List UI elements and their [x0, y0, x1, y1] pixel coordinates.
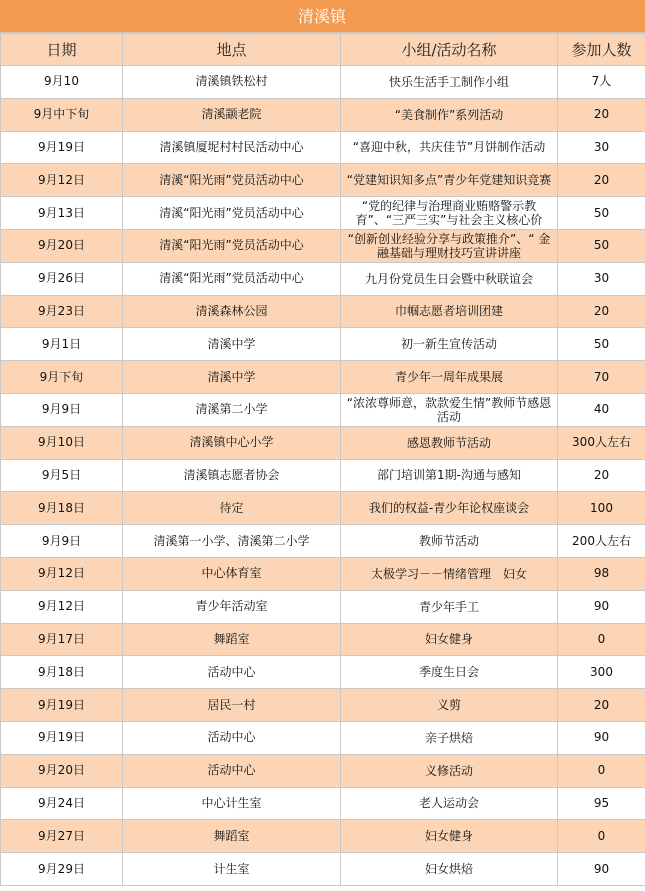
cell-activity-name: 部门培训第1期-沟通与感知 — [341, 459, 558, 492]
cell-date: 9月26日 — [1, 262, 123, 295]
table-row — [1, 229, 645, 262]
table-row — [1, 459, 645, 492]
cell-participants: 98 — [558, 557, 645, 590]
cell-participants: 100 — [558, 492, 645, 525]
header-activity-name: 小组/活动名称 — [341, 34, 558, 66]
cell-activity-name: “党的纪律与治理商业贿赂警示教育”、“三严三实”与社会主义核心价 — [341, 197, 558, 230]
cell-activity-name: 九月份党员生日会暨中秋联谊会 — [341, 262, 558, 295]
table-row — [1, 590, 645, 623]
cell-activity-name: 青少年手工 — [341, 590, 558, 623]
cell-date: 9月10日 — [1, 426, 123, 459]
cell-activity-name: 老人运动会 — [341, 787, 558, 820]
cell-place: 清溪颛老院 — [123, 98, 341, 131]
header-participants: 参加人数 — [558, 34, 645, 66]
table-row — [1, 721, 645, 754]
cell-participants: 200人左右 — [558, 525, 645, 558]
cell-activity-name: 妇女烘焙 — [341, 853, 558, 886]
cell-date: 9月中下旬 — [1, 98, 123, 131]
cell-place: 清溪森林公园 — [123, 295, 341, 328]
cell-place: 清溪第一小学、清溪第二小学 — [123, 525, 341, 558]
cell-place: 清溪镇铁松村 — [123, 66, 341, 99]
header-date: 日期 — [1, 34, 123, 66]
cell-place: 活动中心 — [123, 721, 341, 754]
cell-date: 9月12日 — [1, 164, 123, 197]
cell-participants: 50 — [558, 229, 645, 262]
table-row — [1, 656, 645, 689]
cell-date: 9月20日 — [1, 754, 123, 787]
cell-participants: 0 — [558, 820, 645, 853]
cell-date: 9月1日 — [1, 328, 123, 361]
cell-activity-name: 我们的权益-青少年论权座谈会 — [341, 492, 558, 525]
cell-activity-name: 太极学习－－情绪管理 妇女 — [341, 557, 558, 590]
cell-place: 清溪中学 — [123, 328, 341, 361]
cell-participants: 20 — [558, 295, 645, 328]
cell-place: 清溪镇厦坭村村民活动中心 — [123, 131, 341, 164]
table-row — [1, 426, 645, 459]
cell-place: 居民一村 — [123, 689, 341, 722]
cell-date: 9月12日 — [1, 590, 123, 623]
cell-place: 活动中心 — [123, 754, 341, 787]
cell-activity-name: “喜迎中秋，共庆佳节”月饼制作活动 — [341, 131, 558, 164]
cell-activity-name: “党建知识知多点”青少年党建知识竞赛 — [341, 164, 558, 197]
cell-participants: 95 — [558, 787, 645, 820]
cell-place: 清溪中学 — [123, 361, 341, 394]
cell-place: 清溪镇志愿者协会 — [123, 459, 341, 492]
cell-place: 清溪第二小学 — [123, 393, 341, 426]
cell-participants: 7人 — [558, 66, 645, 99]
table-row — [1, 164, 645, 197]
cell-activity-name: 巾帼志愿者培训团建 — [341, 295, 558, 328]
cell-participants: 90 — [558, 590, 645, 623]
cell-date: 9月5日 — [1, 459, 123, 492]
cell-date: 9月27日 — [1, 820, 123, 853]
cell-participants: 0 — [558, 623, 645, 656]
cell-activity-name: 妇女健身 — [341, 623, 558, 656]
cell-date: 9月24日 — [1, 787, 123, 820]
cell-activity-name: “创新创业经验分享与政策推介”、“ 金融基础与理财技巧宣讲讲座 — [341, 229, 558, 262]
table-row — [1, 557, 645, 590]
table-row — [1, 853, 645, 886]
cell-participants: 50 — [558, 328, 645, 361]
cell-participants: 50 — [558, 197, 645, 230]
cell-date: 9月9日 — [1, 525, 123, 558]
table-row — [1, 820, 645, 853]
table-row — [1, 66, 645, 99]
cell-place: 清溪“阳光雨”党员活动中心 — [123, 262, 341, 295]
table-row — [1, 393, 645, 426]
cell-activity-name: 义剪 — [341, 689, 558, 722]
cell-place: 清溪“阳光雨”党员活动中心 — [123, 164, 341, 197]
cell-place: 中心体育室 — [123, 557, 341, 590]
table-title: 清溪镇 — [0, 0, 645, 33]
cell-date: 9月29日 — [1, 853, 123, 886]
table-row — [1, 262, 645, 295]
cell-activity-name: 季度生日会 — [341, 656, 558, 689]
table-row — [1, 689, 645, 722]
cell-participants: 70 — [558, 361, 645, 394]
table-row — [1, 295, 645, 328]
cell-date: 9月19日 — [1, 131, 123, 164]
cell-activity-name: 初一新生宣传活动 — [341, 328, 558, 361]
table-row — [1, 98, 645, 131]
cell-place: 舞蹈室 — [123, 623, 341, 656]
cell-activity-name: 快乐生活手工制作小组 — [341, 66, 558, 99]
cell-date: 9月19日 — [1, 689, 123, 722]
cell-date: 9月18日 — [1, 492, 123, 525]
cell-participants: 20 — [558, 459, 645, 492]
table-body — [1, 66, 645, 886]
cell-place: 清溪“阳光雨”党员活动中心 — [123, 229, 341, 262]
cell-place: 待定 — [123, 492, 341, 525]
cell-date: 9月19日 — [1, 721, 123, 754]
cell-date: 9月13日 — [1, 197, 123, 230]
cell-date: 9月23日 — [1, 295, 123, 328]
cell-participants: 30 — [558, 262, 645, 295]
cell-participants: 90 — [558, 721, 645, 754]
table-row — [1, 197, 645, 230]
cell-date: 9月下旬 — [1, 361, 123, 394]
table-row — [1, 361, 645, 394]
cell-activity-name: 教师节活动 — [341, 525, 558, 558]
cell-date: 9月9日 — [1, 393, 123, 426]
table-row — [1, 328, 645, 361]
cell-activity-name: 青少年一周年成果展 — [341, 361, 558, 394]
cell-activity-name: 义修活动 — [341, 754, 558, 787]
table-row — [1, 787, 645, 820]
table-row — [1, 525, 645, 558]
table-row — [1, 623, 645, 656]
table-row — [1, 754, 645, 787]
cell-place: 清溪“阳光雨”党员活动中心 — [123, 197, 341, 230]
table-row — [1, 492, 645, 525]
cell-participants: 20 — [558, 689, 645, 722]
table-row — [1, 131, 645, 164]
cell-participants: 90 — [558, 853, 645, 886]
cell-date: 9月17日 — [1, 623, 123, 656]
cell-participants: 0 — [558, 754, 645, 787]
header-row — [1, 34, 645, 66]
cell-participants: 20 — [558, 164, 645, 197]
cell-activity-name: “浓浓尊师意，款款爱生情”教师节感恩活动 — [341, 393, 558, 426]
cell-participants: 40 — [558, 393, 645, 426]
cell-place: 清溪镇中心小学 — [123, 426, 341, 459]
cell-participants: 300人左右 — [558, 426, 645, 459]
cell-date: 9月12日 — [1, 557, 123, 590]
cell-participants: 300 — [558, 656, 645, 689]
activity-table — [0, 33, 645, 886]
cell-place: 计生室 — [123, 853, 341, 886]
cell-date: 9月10 — [1, 66, 123, 99]
cell-place: 青少年活动室 — [123, 590, 341, 623]
cell-activity-name: 亲子烘焙 — [341, 721, 558, 754]
cell-place: 舞蹈室 — [123, 820, 341, 853]
cell-date: 9月20日 — [1, 229, 123, 262]
header-place: 地点 — [123, 34, 341, 66]
cell-participants: 20 — [558, 98, 645, 131]
cell-place: 活动中心 — [123, 656, 341, 689]
cell-activity-name: 妇女健身 — [341, 820, 558, 853]
cell-activity-name: 感恩教师节活动 — [341, 426, 558, 459]
cell-participants: 30 — [558, 131, 645, 164]
cell-activity-name: “美食制作”系列活动 — [341, 98, 558, 131]
cell-place: 中心计生室 — [123, 787, 341, 820]
cell-date: 9月18日 — [1, 656, 123, 689]
